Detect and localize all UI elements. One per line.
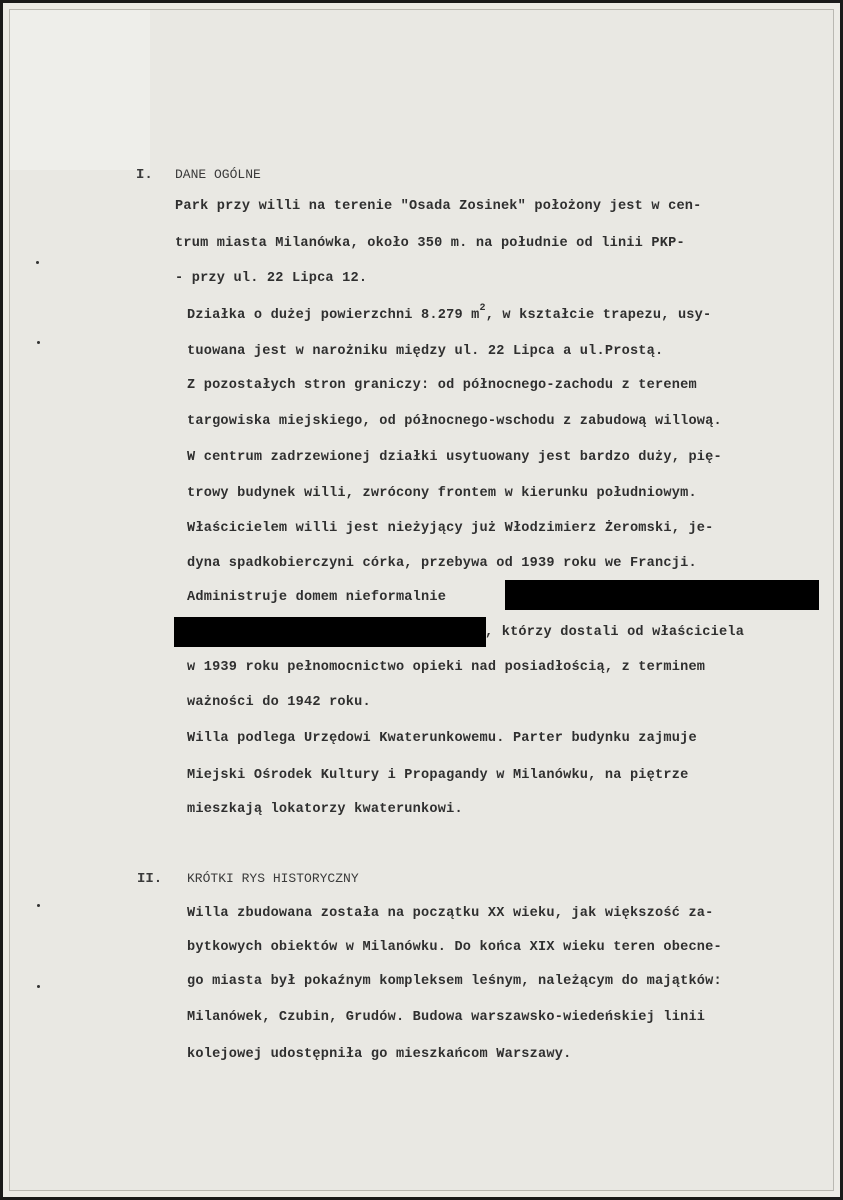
paragraph-line: - przy ul. 22 Lipca 12. [175, 271, 368, 286]
paragraph-line: tuowana jest w narożniku między ul. 22 Lipca a ul.Prostą. [187, 344, 664, 359]
paragraph-line: Z pozostałych stron graniczy: od północnego-zachodu z terenem [187, 378, 697, 393]
paragraph-line: go miasta był pokaźnym kompleksem leśnym, należącym do majątków: [187, 974, 722, 989]
paragraph-line: trowy budynek willi, zwrócony frontem w kierunku południowym. [187, 486, 697, 501]
paragraph-line: Właścicielem willi jest nieżyjący już Włodzimierz Żeromski, je- [187, 521, 714, 536]
paragraph-line: targowiska miejskiego, od północnego-wschodu z zabudową willową. [187, 414, 722, 429]
paragraph-line: bytkowych obiektów w Milanówku. Do końca XIX wieku teren obecne- [187, 940, 722, 955]
paragraph-line: Milanówek, Czubin, Grudów. Budowa warszawsko-wiedeńskiej linii [187, 1010, 706, 1025]
punch-mark [37, 341, 40, 344]
paragraph-line: dyna spadkobierczyni córka, przebywa od 1939 roku we Francji. [187, 556, 697, 571]
paragraph-line: , którzy dostali od właściciela [485, 625, 745, 640]
punch-mark [37, 985, 40, 988]
paper-fold [10, 10, 150, 170]
paragraph-line: kolejowej udostępniła go mieszkańcom Warszawy. [187, 1047, 572, 1062]
paragraph-line: Willa podlega Urzędowi Kwaterunkowemu. Parter budynku zajmuje [187, 731, 697, 746]
paragraph-line: W centrum zadrzewionej działki usytuowany jest bardzo duży, pię- [187, 450, 722, 465]
paragraph-line: Miejski Ośrodek Kultury i Propagandy w Milanówku, na piętrze [187, 768, 689, 783]
section2-title: KRÓTKI RYS HISTORYCZNY [187, 871, 359, 886]
paragraph-line: ważności do 1942 roku. [187, 695, 371, 710]
punch-mark [37, 904, 40, 907]
paragraph-line: Park przy willi na terenie "Osada Zosinek" położony jest w cen- [175, 199, 702, 214]
paragraph-line: Willa zbudowana została na początku XX wieku, jak większość za- [187, 906, 714, 921]
superscript: 2 [479, 303, 486, 315]
redaction-bar [174, 617, 486, 647]
paragraph-line: trum miasta Milanówka, około 350 m. na południe od linii PKP- [175, 236, 685, 251]
section1-number: I. [136, 167, 153, 183]
paragraph-line: w 1939 roku pełnomocnictwo opieki nad posiadłością, z terminem [187, 660, 706, 675]
paragraph-line: mieszkają lokatorzy kwaterunkowi. [187, 802, 463, 817]
redaction-bar [505, 580, 819, 610]
paragraph-line: Działka o dużej powierzchni 8.279 $m^2$, w kształcie trapezu, usy- [187, 303, 712, 323]
section2-number: II. [137, 871, 163, 887]
paragraph-line: Administruje domem nieformalnie [187, 590, 447, 605]
punch-mark [36, 261, 39, 264]
section1-title: DANE OGÓLNE [175, 167, 261, 182]
